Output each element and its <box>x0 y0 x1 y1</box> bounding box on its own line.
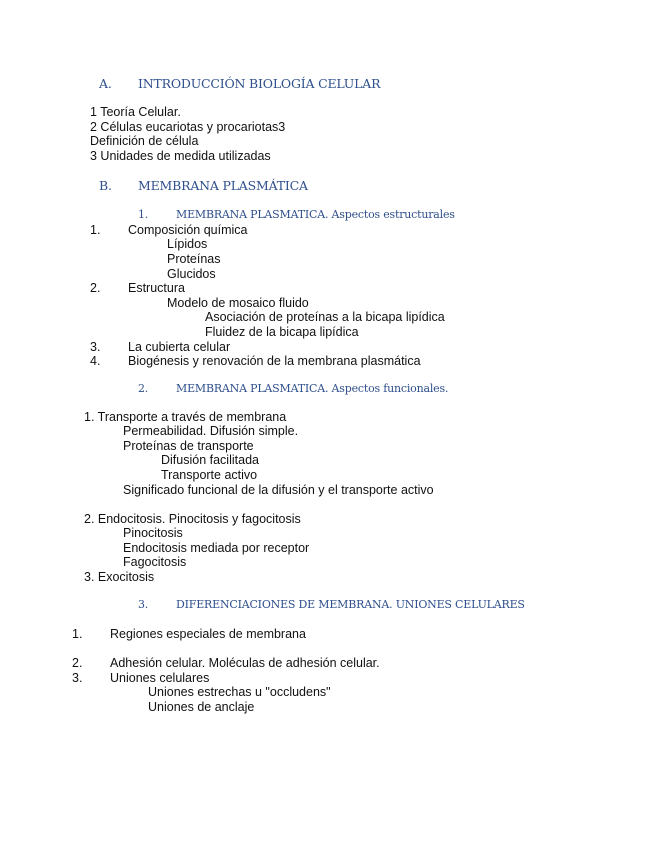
differentiation-item-label: Regiones especiales de membrana <box>110 627 306 641</box>
structural-item-number: 4. <box>90 354 101 368</box>
subsection-3-title: DIFERENCIACIONES DE MEMBRANA. UNIONES CELULARES <box>176 598 525 611</box>
section-b-title: MEMBRANA PLASMÁTICA <box>138 178 308 193</box>
section-b-letter: B. <box>99 178 112 193</box>
composition-item: Lípidos <box>167 237 208 251</box>
differentiation-item-label: Uniones celulares <box>110 671 210 685</box>
structural-item-label: Composición química <box>128 223 248 237</box>
structural-item-label: Estructura <box>128 281 185 295</box>
functional-transport-proteins: Proteínas de transporte <box>123 439 254 453</box>
differentiation-item-number: 1. <box>72 627 83 641</box>
intro-item: 1 Teoría Celular. <box>90 105 181 119</box>
model-sub-item: Fluidez de la bicapa lipídica <box>205 325 359 339</box>
junction-type: Uniones estrechas u "occludens" <box>148 685 331 699</box>
composition-item: Proteínas <box>167 252 221 266</box>
functional-transport: 1. Transporte a través de membrana <box>84 410 287 424</box>
subsection-2-number: 2. <box>138 382 149 395</box>
transport-type: Transporte activo <box>161 468 258 482</box>
section-a-letter: A. <box>99 76 112 91</box>
subsection-1-number: 1. <box>138 208 149 221</box>
transport-type: Difusión facilitada <box>161 453 259 467</box>
model-sub-item: Asociación de proteínas a la bicapa lipídica <box>205 310 445 324</box>
endocytosis-type: Pinocitosis <box>123 526 183 540</box>
intro-item: 2 Células eucariotas y procariotas3 <box>90 120 286 134</box>
structural-item-label: La cubierta celular <box>128 340 231 354</box>
functional-endocytosis: 2. Endocitosis. Pinocitosis y fagocitosis <box>84 512 301 526</box>
structural-item-number: 2. <box>90 281 101 295</box>
model-label: Modelo de mosaico fluido <box>167 296 309 310</box>
structural-item-number: 1. <box>90 223 101 237</box>
endocytosis-type: Fagocitosis <box>123 555 187 569</box>
intro-item: 3 Unidades de medida utilizadas <box>90 149 271 163</box>
functional-exocytosis: 3. Exocitosis <box>84 570 155 584</box>
differentiation-item-label: Adhesión celular. Moléculas de adhesión celular. <box>110 656 380 670</box>
differentiation-item-number: 2. <box>72 656 83 670</box>
subsection-2-title: MEMBRANA PLASMATICA. Aspectos funcionales. <box>176 382 449 395</box>
intro-item: Definición de célula <box>90 134 199 148</box>
structural-item-label: Biogénesis y renovación de la membrana plasmática <box>128 354 421 368</box>
functional-significance: Significado funcional de la difusión y el transporte activo <box>123 483 434 497</box>
subsection-1-title: MEMBRANA PLASMATICA. Aspectos estructurales <box>176 208 455 221</box>
functional-permeability: Permeabilidad. Difusión simple. <box>123 424 299 438</box>
composition-item: Glucidos <box>167 267 216 281</box>
endocytosis-type: Endocitosis mediada por receptor <box>123 541 310 555</box>
differentiation-item-number: 3. <box>72 671 83 685</box>
section-a-title: INTRODUCCIÓN BIOLOGÍA CELULAR <box>138 76 381 91</box>
junction-type: Uniones de anclaje <box>148 700 255 714</box>
subsection-3-number: 3. <box>138 598 149 611</box>
structural-item-number: 3. <box>90 340 101 354</box>
